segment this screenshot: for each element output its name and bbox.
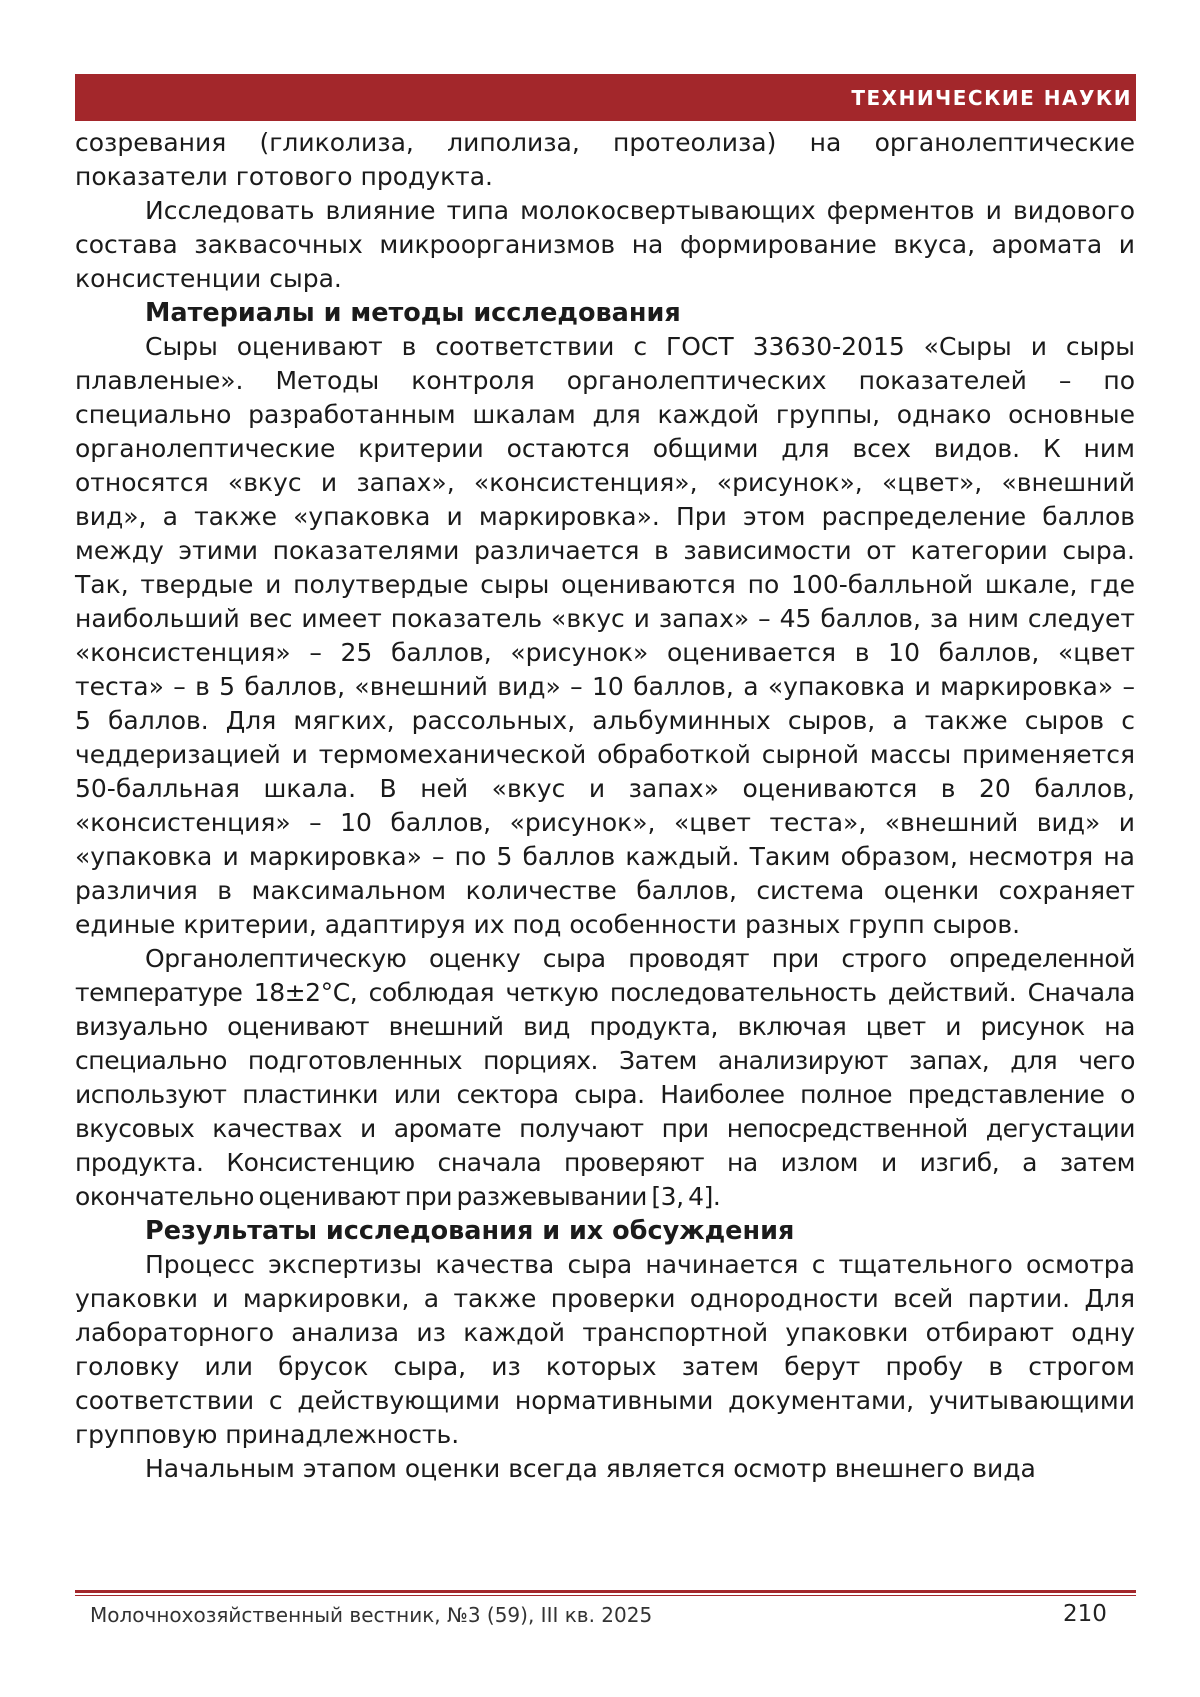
article-body [75, 126, 1135, 1486]
heading-methods: Материалы и методы исследования [75, 296, 1135, 330]
paragraph-results-2: Начальным этапом оценки всегда является осмотр внешнего вида [75, 1452, 1135, 1486]
paragraph-methods-1: Сыры оценивают в соответствии с ГОСТ 33630-2015 «Сыры и сыры плавленые». Методы контроля органолептических показателей – по специально разработанным шкалам для каждой группы, однако основные органолептические критерии остаются общими для всех видов. К ним относятся «вкус и запах», «консистенция», «рисунок», «цвет», «внешний вид», а также «упаковка и маркировка». При этом распределение баллов между этими показателями различается в зависимости от категории сыра. Так, твердые и полутвердые сыры оцениваются по 100-балльной шкале, где наибольший вес имеет показатель «вкус и запах» – 45 баллов, за ним следует «консистен­ция» – 25 баллов, «рисунок» оценивается в 10 баллов, «цвет теста» – в 5 баллов, «внешний вид» – 10 баллов, а «упаковка и маркиров­ка» – 5 баллов. Для мягких, рассольных, альбуминных сыров, а также сыров с чеддеризацией и термомеханической обработкой сырной массы применяется 50-балльная шкала. В ней «вкус и запах» оцениваются в 20 баллов, «консистенция» – 10 баллов, «рисунок», «цвет теста», «внешний вид» и «упаковка и маркировка» – по 5 баллов каждый. Таким образом, несмотря на различия в максимальном количестве баллов, система оценки сохраняет единые критерии, адаптируя их под особенности разных групп сыров. [75, 330, 1135, 942]
paragraph-objective: Исследовать влияние типа молокосвертывающих ферментов и видового состава заквасочных микроорганизмов на формирование вкуса, аромата и консистенции сыра. [75, 194, 1135, 296]
paragraph-continuation: созревания (гликолиза, липолиза, протеолиза) на органолептические показатели готового продукта. [75, 126, 1135, 194]
paragraph-results-1: Процесс экспертизы качества сыра начинается с тщательного осмотра упаковки и маркировки, а также проверки однородности всей партии. Для лабораторного анализа из каждой транспортной упаковки отбирают одну головку или брусок сыра, из которых затем берут пробу в строгом соответствии с действующими нормативными документами, учитывающими групповую принадлежность. [75, 1248, 1135, 1452]
section-header-bar [75, 74, 1136, 121]
section-title: ТЕХНИЧЕСКИЕ НАУКИ [851, 86, 1132, 110]
journal-citation: Молочнохозяйственный вестник, №3 (59), III кв. 2025 [90, 1603, 652, 1627]
footer-divider-thin [75, 1595, 1136, 1596]
heading-results: Результаты исследования и их обсуждения [75, 1214, 1135, 1248]
paragraph-methods-2: Органолептическую оценку сыра проводят при строго определенной температуре 18±2°С, соблюдая четкую последовательность действий. Сначала визуально оценивают внешний вид продукта, включая цвет и рисунок на специально подготовленных порциях. Затем анализируют запах, для чего используют пластинки или сектора сыра. Наиболее полное представление о вкусовых качествах и аромате получают при непосредственной дегустации продукта. Консистенцию сначала проверяют на излом и изгиб, а затем окончательно оценивают при разжевывании [3, 4]. [75, 942, 1135, 1214]
page-number: 210 [1063, 1600, 1107, 1628]
footer-divider-thick [75, 1590, 1136, 1593]
